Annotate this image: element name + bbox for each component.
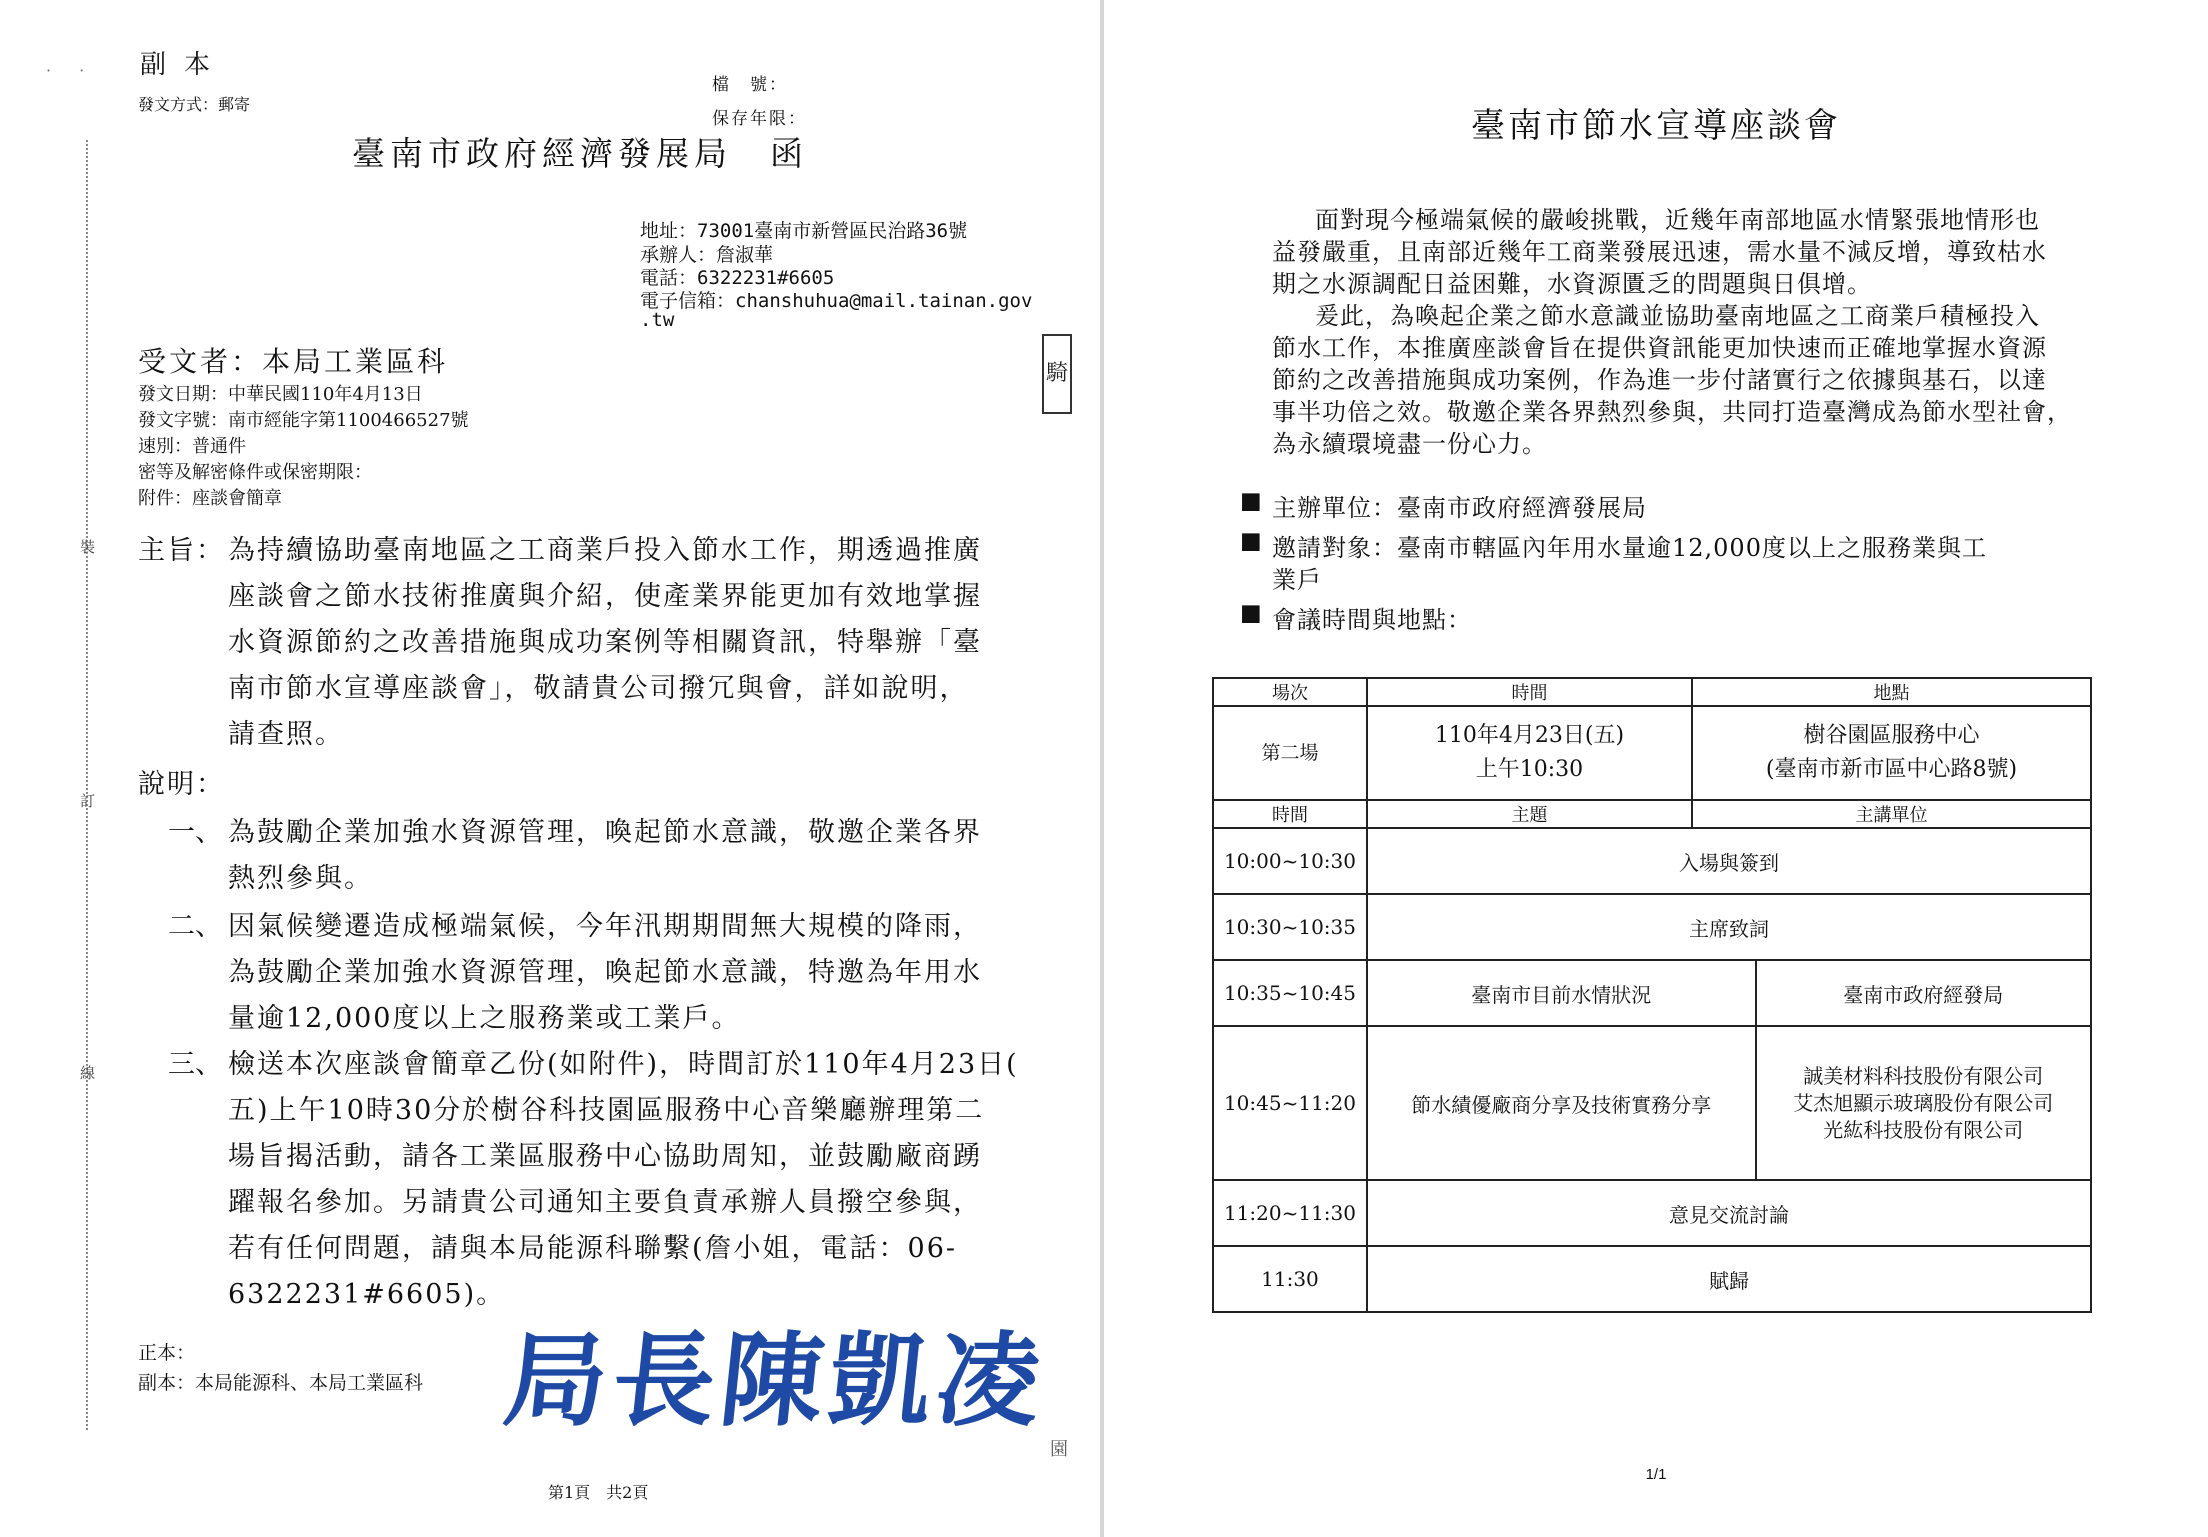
paragraph-line: 節水工作，本推廣座談會旨在提供資訊能更加快速而正確地掌握水資源	[1272, 334, 2047, 362]
speaker-company: 誠美材料科技股份有限公司	[1803, 1063, 2044, 1088]
header-time: 時間	[1367, 678, 1692, 706]
seal-text: 騎	[1045, 361, 1068, 386]
binding-mark-ding: 訂	[80, 792, 96, 810]
agenda-topic: 意見交流討論	[1367, 1180, 2091, 1246]
delivery-speed: 速別：普通件	[138, 436, 246, 457]
session-datetime	[1367, 706, 1692, 800]
subject-line: 請查照。	[228, 719, 344, 750]
item-number: 二、	[168, 911, 222, 942]
brochure-page-footer: 1/1	[1645, 1466, 1667, 1483]
item-number: 一、	[168, 817, 222, 848]
subject-line: 座談會之節水技術推廣與介紹，使產業界能更加有效地掌握	[228, 581, 982, 612]
agenda-header-topic: 主題	[1367, 800, 1692, 828]
item-line: 若有任何問題，請與本局能源科聯繫(詹小姐，電話：06-	[228, 1233, 958, 1264]
brochure-title: 臺南市節水宣導座談會	[1471, 106, 1841, 146]
speaker-company: 艾杰旭顯示玻璃股份有限公司	[1793, 1090, 2054, 1115]
venue-address: (臺南市新市區中心路8號)	[1765, 757, 2018, 782]
copy-label: 副本	[140, 50, 229, 80]
phone: 電話：6322231#6605	[640, 267, 835, 289]
agenda-speakers	[1756, 1026, 2091, 1180]
item-line: 量逾12,000度以上之服務業或工業戶。	[228, 1003, 741, 1034]
paragraph-line: 事半功倍之效。敬邀企業各界熱烈參與，共同打造臺灣成為節水型社會，	[1272, 398, 2072, 426]
item-line: 檢送本次座談會簡章乙份(如附件)，時間訂於110年4月23日(	[228, 1049, 1019, 1080]
page-footer: 第1頁 共2頁	[548, 1483, 649, 1502]
item-line: 熱烈參與。	[228, 863, 373, 894]
recipient: 受文者：本局工業區科	[138, 345, 449, 378]
explanation-heading: 說明：	[138, 769, 225, 800]
item-line: 因氣候變遷造成極端氣候，今年汛期期間無大規模的降雨，	[228, 911, 982, 942]
paragraph-line: 面對現今極端氣候的嚴峻挑戰，近幾年南部地區水情緊張地情形也	[1290, 206, 2040, 234]
main-recipient: 正本：	[138, 1342, 196, 1364]
agenda-header-speaker: 主講單位	[1692, 800, 2091, 828]
agenda-row	[1213, 1246, 2091, 1312]
agenda-topic: 主席致詞	[1367, 894, 2091, 960]
agenda-row	[1213, 1180, 2091, 1246]
bullet-audience: 邀請對象：臺南市轄區內年用水量逾12,000度以上之服務業與工	[1272, 534, 1987, 562]
item-line: 場旨揭活動，請各工業區服務中心協助周知，並鼓勵廠商踴	[228, 1141, 982, 1172]
file-number-label: 檔 號：	[712, 75, 788, 95]
bullet-square-icon: ■	[1240, 488, 1262, 514]
agenda-header-row	[1213, 800, 2091, 828]
email: 電子信箱：chanshuhua@mail.tainan.gov	[640, 290, 1033, 312]
agenda-time: 11:20~11:30	[1213, 1180, 1367, 1246]
paragraph-line: 爰此，為喚起企業之節水意識並協助臺南地區之工商業戶積極投入	[1290, 302, 2040, 330]
send-method: 發文方式：郵寄	[138, 95, 251, 114]
session-time: 上午10:30	[1475, 757, 1584, 782]
retention-label: 保存年限：	[712, 109, 807, 129]
schedule-table	[1212, 677, 2092, 1313]
header-venue: 地點	[1692, 678, 2091, 706]
issue-date: 發文日期：中華民國110年4月13日	[138, 384, 423, 405]
session-row	[1213, 706, 2091, 800]
binding-line	[86, 140, 88, 1430]
address: 地址：73001臺南市新營區民治路36號	[640, 220, 968, 242]
agenda-topic: 臺南市目前水情狀況	[1367, 960, 1756, 1026]
agenda-time: 11:30	[1213, 1246, 1367, 1312]
secrecy-level: 密等及解密條件或保密期限：	[138, 462, 372, 483]
document-number: 發文字號：南市經能字第1100466527號	[138, 410, 469, 431]
session-date: 110年4月23日(五)	[1434, 723, 1625, 748]
item-line: 五)上午10時30分於樹谷科技園區服務中心音樂廳辦理第二	[228, 1095, 985, 1126]
bullet-square-icon: ■	[1240, 528, 1262, 554]
binding-mark-zhuang: 裝	[80, 538, 96, 556]
seal-stamp	[1042, 334, 1072, 414]
bullet-organizer: 主辦單位：臺南市政府經濟發展局	[1272, 494, 1647, 522]
official-letter-page	[0, 0, 1100, 1537]
speaker-company: 光紘科技股份有限公司	[1823, 1117, 2024, 1142]
subject-line: 水資源節約之改善措施與成功案例等相關資訊，特舉辦「臺	[228, 627, 982, 658]
agenda-topic: 入場與簽到	[1367, 828, 2091, 894]
letter-title: 臺南市政府經濟發展局 函	[352, 134, 808, 173]
paragraph-line: 節約之改善措施與成功案例，作為進一步付諸實行之依據與基石，以達	[1272, 366, 2047, 394]
subject-heading: 主旨：	[138, 535, 225, 566]
venue-name: 樹谷園區服務中心	[1803, 723, 1980, 748]
paragraph-line: 期之水源調配日益困難，水資源匱乏的問題與日俱增。	[1272, 270, 1872, 298]
seminar-brochure-page	[1104, 0, 2208, 1537]
subject-line: 為持續協助臺南地區之工商業戶投入節水工作，期透過推廣	[228, 535, 982, 566]
item-line: 為鼓勵企業加強水資源管理，喚起節水意識，敬邀企業各界	[228, 817, 982, 848]
item-line: 為鼓勵企業加強水資源管理，喚起節水意識，特邀為年用水	[228, 957, 982, 988]
agenda-row	[1213, 960, 2091, 1026]
agenda-row	[1213, 1026, 2091, 1180]
bullet-square-icon: ■	[1240, 600, 1262, 626]
agenda-speaker: 臺南市政府經發局	[1756, 960, 2091, 1026]
item-line: 6322231#6605)。	[228, 1279, 506, 1310]
cc-recipient: 副本：本局能源科、本局工業區科	[138, 1372, 424, 1394]
director-signature: 局長陳凱凌	[498, 1321, 1052, 1441]
subject-line: 南市節水宣導座談會」，敬請貴公司撥冗與會，詳如說明，	[228, 673, 969, 704]
agenda-row	[1213, 894, 2091, 960]
corner-marks: · ·	[46, 61, 91, 80]
table-header-row	[1213, 678, 2091, 706]
agenda-topic: 節水績優廠商分享及技術實務分享	[1367, 1026, 1756, 1180]
session-venue	[1692, 706, 2091, 800]
item-line: 躍報名參加。另請貴公司通知主要負責承辦人員撥空參與，	[228, 1187, 982, 1218]
agenda-time: 10:30~10:35	[1213, 894, 1367, 960]
paragraph-line: 為永續環境盡一份心力。	[1272, 430, 1547, 458]
bullet-audience-cont: 業戶	[1272, 566, 1322, 594]
agenda-row	[1213, 828, 2091, 894]
handwritten-note: 園	[1050, 1439, 1068, 1460]
agenda-time: 10:00~10:30	[1213, 828, 1367, 894]
attachment: 附件：座談會簡章	[138, 488, 282, 509]
binding-mark-xian: 線	[80, 1064, 96, 1082]
session-name: 第二場	[1213, 706, 1367, 800]
agenda-topic: 賦歸	[1367, 1246, 2091, 1312]
paragraph-line: 益發嚴重，且南部近幾年工商業發展迅速，需水量不減反增，導致枯水	[1272, 238, 2047, 266]
agenda-header-time: 時間	[1213, 800, 1367, 828]
handler: 承辦人：詹淑華	[640, 244, 774, 266]
item-number: 三、	[168, 1049, 222, 1080]
header-session: 場次	[1213, 678, 1367, 706]
agenda-time: 10:45~11:20	[1213, 1026, 1367, 1180]
email-continuation: .tw	[640, 309, 675, 331]
agenda-time: 10:35~10:45	[1213, 960, 1367, 1026]
bullet-time-venue: 會議時間與地點：	[1272, 606, 1472, 634]
